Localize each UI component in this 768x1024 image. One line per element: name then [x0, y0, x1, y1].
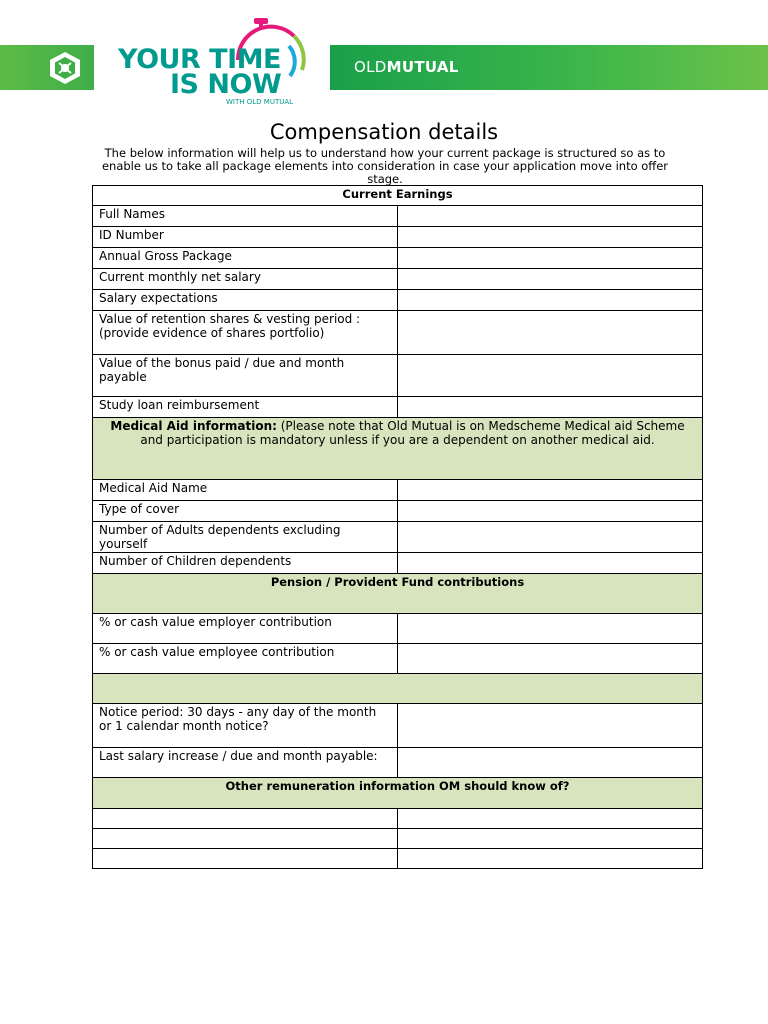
table-row — [93, 748, 703, 778]
table-row — [93, 674, 703, 704]
field-label: Value of the bonus paid / due and month payable — [93, 355, 398, 397]
table-row — [93, 614, 703, 644]
other-info-left-input[interactable] — [93, 829, 398, 849]
table-row — [93, 418, 703, 480]
field-label: Annual Gross Package — [93, 248, 398, 269]
full-names-input[interactable] — [398, 206, 703, 227]
field-label: Number of Adults dependents excluding yourself — [93, 522, 398, 553]
medical-aid-heading: Medical Aid information: — [110, 419, 277, 433]
children-dependents-input[interactable] — [398, 553, 703, 574]
table-row — [93, 227, 703, 248]
id-number-input[interactable] — [398, 227, 703, 248]
old-mutual-wordmark — [354, 58, 459, 76]
field-label: % or cash value employee contribution — [93, 644, 398, 674]
wordmark-old: OLD — [354, 58, 387, 76]
employer-contribution-input[interactable] — [398, 614, 703, 644]
compensation-form-table — [92, 185, 703, 869]
slogan-line2: IS NOW — [170, 69, 282, 100]
table-row — [93, 704, 703, 748]
table-row — [93, 290, 703, 311]
table-row — [93, 522, 703, 553]
other-info-right-input[interactable] — [398, 809, 703, 829]
field-label: Number of Children dependents — [93, 553, 398, 574]
employee-contribution-input[interactable] — [398, 644, 703, 674]
section-heading-medical-aid — [93, 418, 703, 480]
slogan-small: WITH OLD MUTUAL — [226, 98, 294, 106]
notice-period-input[interactable] — [398, 704, 703, 748]
field-label: Type of cover — [93, 501, 398, 522]
wordmark-mutual: MUTUAL — [386, 58, 459, 76]
medical-aid-note: (Please note that Old Mutual is on Medscheme Medical aid Scheme and participation is mandatory unless if you are a dependent on another medical aid. — [140, 419, 685, 447]
table-row — [93, 186, 703, 206]
field-label: Current monthly net salary — [93, 269, 398, 290]
section-heading-current-earnings: Current Earnings — [93, 186, 703, 206]
table-row — [93, 501, 703, 522]
page-title: Compensation details — [269, 120, 499, 144]
table-row — [93, 311, 703, 355]
table-row — [93, 206, 703, 227]
monthly-net-salary-input[interactable] — [398, 269, 703, 290]
study-loan-input[interactable] — [398, 397, 703, 418]
section-heading-other: Other remuneration information OM should know of? — [93, 778, 703, 809]
table-row — [93, 355, 703, 397]
retention-shares-input[interactable] — [398, 311, 703, 355]
annual-gross-package-input[interactable] — [398, 248, 703, 269]
field-label: Full Names — [93, 206, 398, 227]
field-label: Notice period: 30 days - any day of the month or 1 calendar month notice? — [93, 704, 398, 748]
other-info-left-input[interactable] — [93, 809, 398, 829]
other-info-right-input[interactable] — [398, 849, 703, 869]
section-separator — [93, 674, 703, 704]
old-mutual-logo-icon — [46, 50, 84, 86]
last-salary-increase-input[interactable] — [398, 748, 703, 778]
other-info-left-input[interactable] — [93, 849, 398, 869]
table-row — [93, 829, 703, 849]
table-row — [93, 397, 703, 418]
field-label: Medical Aid Name — [93, 480, 398, 501]
table-row — [93, 849, 703, 869]
table-row — [93, 574, 703, 614]
table-row — [93, 553, 703, 574]
field-label: Salary expectations — [93, 290, 398, 311]
table-row — [93, 248, 703, 269]
field-label: Last salary increase / due and month payable: — [93, 748, 398, 778]
slogan-line1: YOUR TIME — [118, 44, 281, 75]
section-heading-pension: Pension / Provident Fund contributions — [93, 574, 703, 614]
field-label: ID Number — [93, 227, 398, 248]
field-label: Value of retention shares & vesting period : (provide evidence of shares portfolio) — [93, 311, 398, 355]
field-label: Study loan reimbursement — [93, 397, 398, 418]
table-row — [93, 269, 703, 290]
adult-dependents-input[interactable] — [398, 522, 703, 553]
intro-text: The below information will help us to understand how your current package is structured so as to enable us to take all package elements into consideration in case your application move into offer stage. — [101, 146, 669, 186]
table-row — [93, 778, 703, 809]
table-row — [93, 644, 703, 674]
bonus-input[interactable] — [398, 355, 703, 397]
salary-expectations-input[interactable] — [398, 290, 703, 311]
medical-aid-name-input[interactable] — [398, 480, 703, 501]
table-row — [93, 809, 703, 829]
type-of-cover-input[interactable] — [398, 501, 703, 522]
table-row — [93, 480, 703, 501]
field-label: % or cash value employer contribution — [93, 614, 398, 644]
other-info-right-input[interactable] — [398, 829, 703, 849]
